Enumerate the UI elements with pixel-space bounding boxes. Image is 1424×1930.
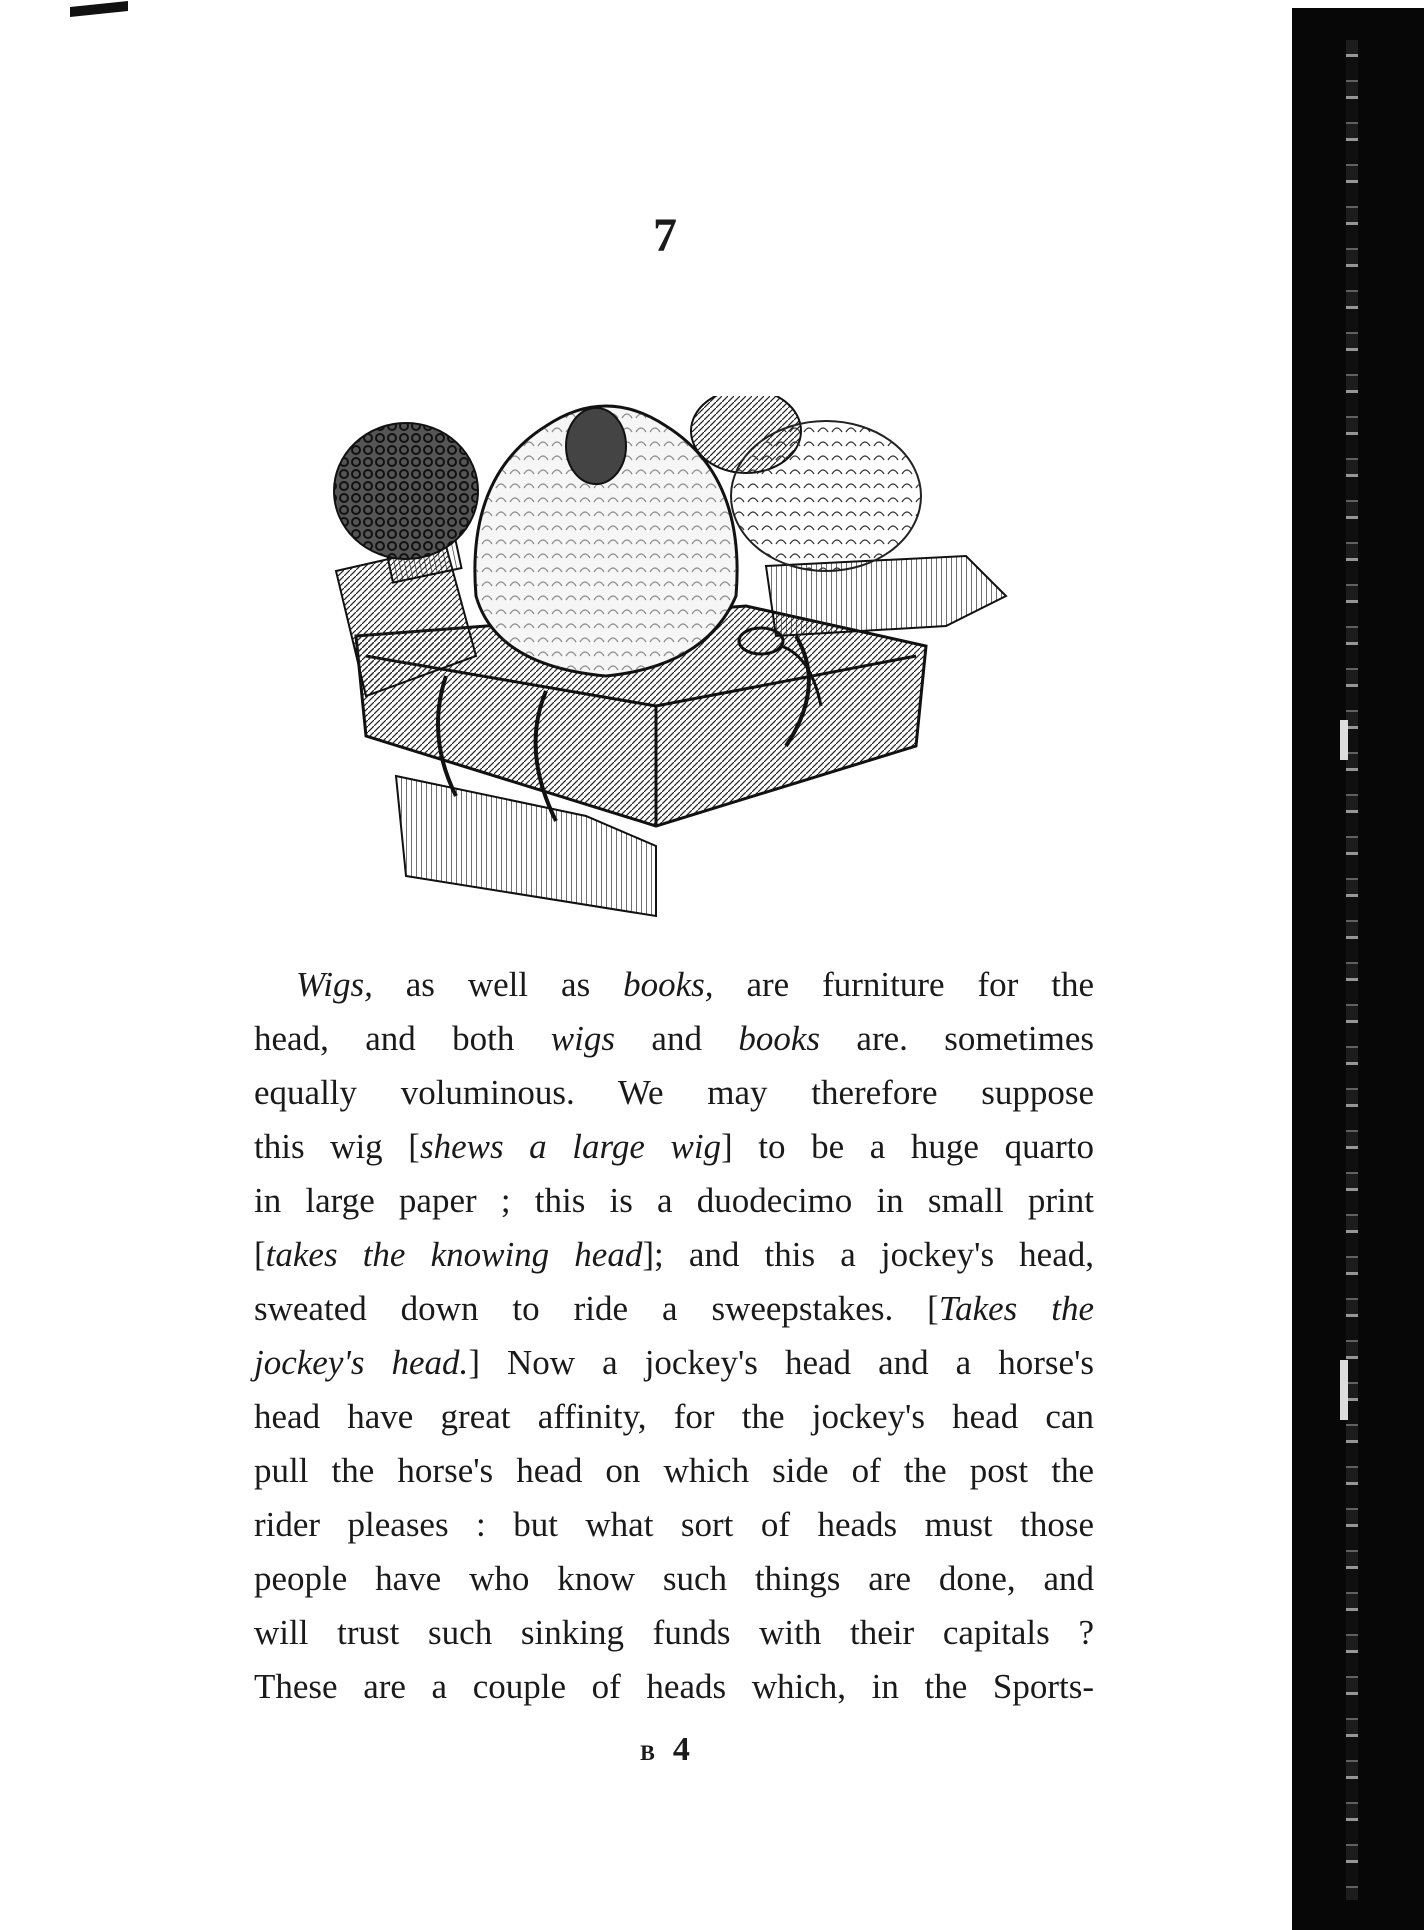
text-line: will trust such sinking funds with their capitals ? [254,1613,1094,1652]
italic-word: books [738,1019,820,1058]
text-line [254,1282,1094,1336]
text-line: people have who know such things are done, and [254,1559,1094,1598]
text-run: as well as [372,965,624,1004]
text-line: These are a couple of heads which, in the Sports- [254,1667,1094,1706]
text-line: head have great affinity, for the jockey's head can [254,1397,1094,1436]
wig-crown [566,408,626,484]
wigs-and-books-illustration [326,396,1016,922]
text-run: are. sometimes [820,1019,1094,1058]
text-run: are furniture for the [713,965,1094,1004]
text-line: rider pleases : but what sort of heads must those [254,1505,1094,1544]
text-run: [ [254,1235,266,1274]
binding-highlight [1340,1360,1348,1420]
text-line [254,1228,1094,1282]
text-line: pull the horse's head on which side of the post the [254,1451,1094,1490]
text-line [254,1336,1094,1390]
text-run: this wig [ [254,1127,420,1166]
curly-wig-right [731,421,921,571]
text-run: sweated down to ride a sweepstakes. [ [254,1289,939,1328]
italic-word: wigs [550,1019,615,1058]
stage-direction: Takes the [938,1289,1094,1328]
text-run: ] Now a jockey's head and a horse's [468,1343,1094,1382]
signature-number: 4 [672,1731,690,1768]
text-run: ]; and this a jockey's head, [642,1235,1095,1274]
text-run: ] to be a huge quarto [721,1127,1094,1166]
text-line [254,958,1094,1012]
printer-signature-mark [0,1731,1330,1769]
italic-word: books, [623,965,714,1004]
dark-curly-wig [334,423,478,559]
stage-direction: takes the knowing head [265,1235,643,1274]
binding-highlight [1340,720,1348,760]
italic-word: Wigs, [296,965,373,1004]
stage-direction: shews a large wig [419,1127,722,1166]
body-text [254,958,1094,1714]
text-line [254,1120,1094,1174]
page-number: 7 [653,209,677,262]
binding-texture [1346,40,1358,1900]
scan-binding-strip [1292,8,1424,1930]
text-line: equally voluminous. We may therefore suppose [254,1073,1094,1112]
text-run: and [615,1019,739,1058]
text-line [254,1012,1094,1066]
scan-corner-mark [70,1,128,17]
signature-letter: B [640,1740,655,1765]
text-run: head, and both [254,1019,551,1058]
text-line: in large paper ; this is a duodecimo in small print [254,1181,1094,1220]
stage-direction: jockey's head. [254,1343,469,1382]
